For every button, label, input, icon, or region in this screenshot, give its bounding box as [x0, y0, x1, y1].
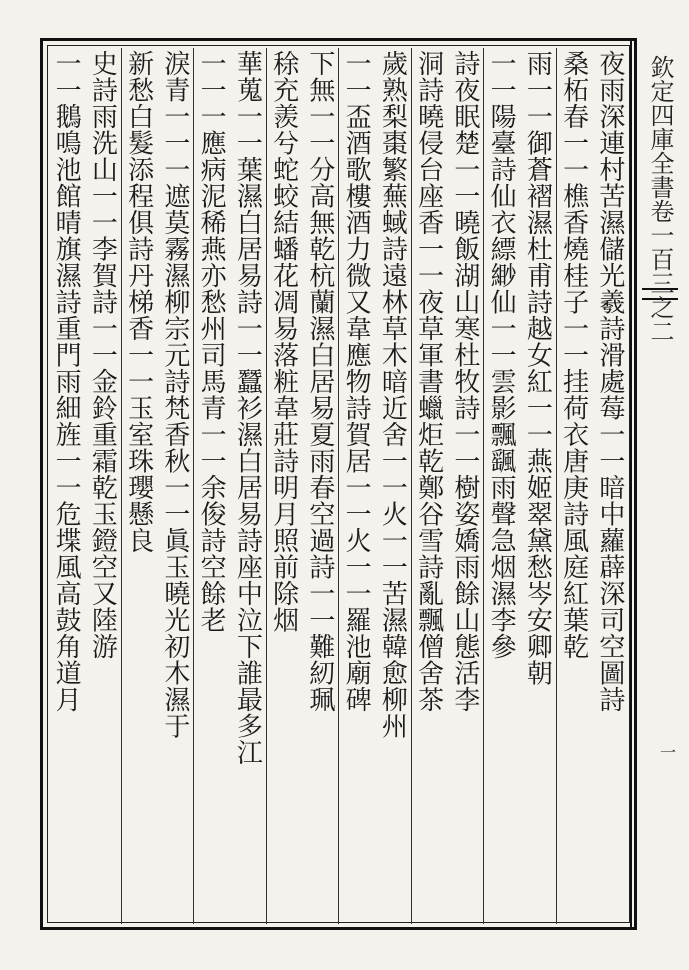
column-rule	[556, 48, 557, 924]
text-column: 洞詩曉侵台座香一一夜草軍書蠟炬乾鄭谷雪詩亂飄僧舍茶	[413, 50, 444, 713]
text-column: 華蒐一一葉濕白居易詩一一蠶衫濕白居易詩座中泣下誰最多江	[232, 50, 263, 766]
text-column: 下無一一分高無乾杭蘭濕白居易夏雨春空過詩一一難紉珮	[304, 50, 335, 713]
text-column: 一一鵝鳴池館晴旗濕詩重門雨細旌一一危堞風高鼓角道月	[51, 50, 82, 713]
column-rule	[338, 48, 339, 924]
text-column: 夜雨深連村苦濕儲光羲詩滑處莓一一暗中蘿薜深司空圖詩	[594, 50, 625, 713]
column-rule	[121, 48, 122, 924]
column-rule	[411, 48, 412, 924]
text-column: 詩夜眠楚一一曉飯湖山寒杜牧詩一一樹姿嬌雨餘山態活李	[449, 50, 480, 713]
text-column: 稌充羨兮蛇蛟結蟠花凋易落粧韋莊詩明月照前除烟	[268, 50, 299, 633]
text-column: 桑柘春一一樵香燒桂子一一挂荷衣唐庚詩風庭紅葉乾	[558, 50, 589, 660]
margin-title	[640, 55, 680, 935]
book-title: 欽定四庫全書	[646, 55, 674, 199]
text-column: 史詩雨洗山一一李賀詩一一金鈴重霜乾玉鐙空又陸游	[87, 50, 118, 660]
text-column: 一一一應病泥稀燕亦愁州司馬青一一余俊詩空餘老	[196, 50, 227, 633]
text-column: 一一盃酒歌樓酒力微又韋應物詩賀居一一火一一羅池廟碑	[341, 50, 372, 713]
text-column: 歲熟梨棗繁蕪蜮詩遠林草木暗近舍一一火一一苦濕韓愈柳州	[377, 50, 408, 739]
text-column: 雨一一御蒼褶濕杜甫詩越女紅一一燕姬翠黛愁岑安卿朝	[522, 50, 553, 686]
text-column: 淚青一一一遮莫霧濕柳宗元詩梵香秋一一眞玉曉光初木濕于	[159, 50, 190, 739]
text-column: 新愁白髮添程俱詩丹梯香一一玉室珠瓔懸良	[123, 50, 154, 554]
page-number: 一	[660, 743, 677, 762]
column-rule	[483, 48, 484, 924]
column-rule	[193, 48, 194, 924]
text-column: 一一陽臺詩仙衣縹緲仙一一雲影飄颻雨聲急烟濕李參	[486, 50, 517, 660]
column-rule	[266, 48, 267, 924]
volume-label: 卷一百三之二	[646, 199, 674, 343]
